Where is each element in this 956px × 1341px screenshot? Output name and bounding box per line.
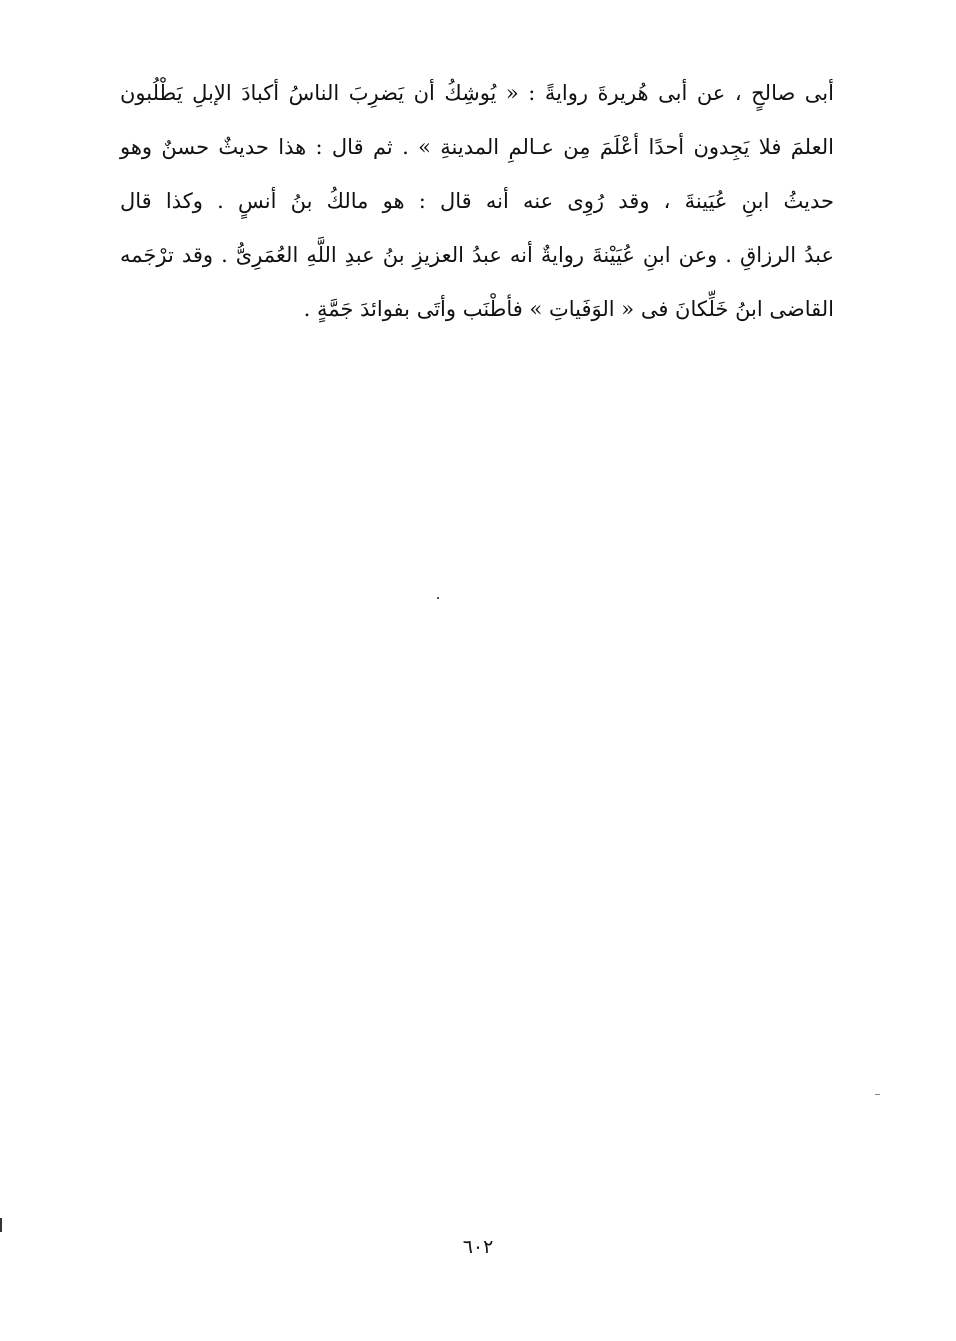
body-text — [120, 66, 834, 336]
scan-edge-mark — [0, 1218, 2, 1232]
scan-speck — [875, 1094, 880, 1095]
text-line-5: القاضى ابنُ خَلِّكانَ فى « الوَفَياتِ » فأطْنَب وأتَى بفوائدَ جَمَّةٍ . — [303, 297, 834, 321]
text-line-2: العلمَ فلا يَجِدون أحدًا أعْلَمَ مِن عـالمِ المدينةِ » . ثم قال : هذا حديثٌ حسنٌ وهو — [120, 135, 834, 159]
text-line-1: أبى صالحٍ ، عن أبى هُريرةَ روايةً : « يُوشِكُ أن يَضرِبَ الناسُ أكبادَ الإبلِ يَطْلُبون — [120, 81, 834, 105]
page-number: ٦٠٢ — [462, 1236, 494, 1258]
text-line-4: عبدُ الرزاقِ . وعن ابنِ عُيَيْنةَ روايةٌ أنه عبدُ العزيزِ بنُ عبدِ اللَّهِ العُمَرِىُّ . وقد ترْجَمه — [120, 243, 834, 267]
text-line-3: حديثُ ابنِ عُيَينةَ ، وقد رُوِى عنه أنه قال : هو مالكُ بنُ أنسٍ . وكذا قال — [120, 189, 834, 213]
scan-speck — [437, 597, 439, 599]
